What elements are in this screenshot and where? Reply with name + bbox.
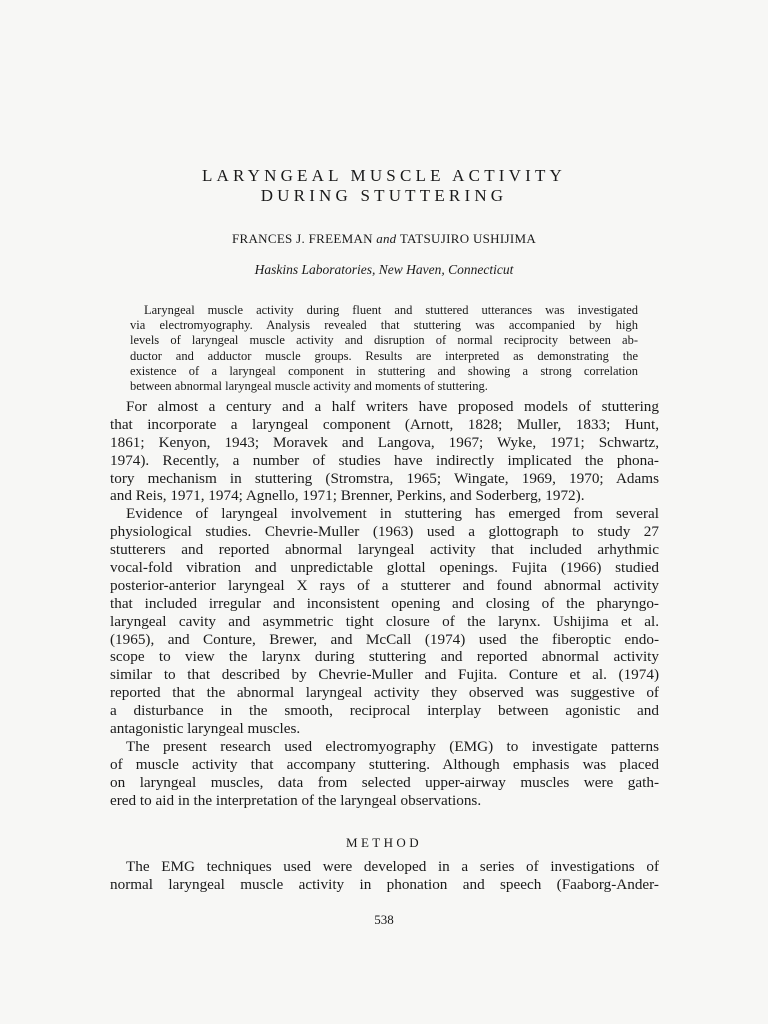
- body-line: laryngeal cavity and asymmetric tight closure of the larynx. Ushijima et al.: [110, 612, 659, 630]
- body-line: 1861; Kenyon, 1943; Moravek and Langova, 1967; Wyke, 1971; Schwartz,: [110, 433, 659, 451]
- affiliation: Haskins Laboratories, New Haven, Connecticut: [254, 262, 514, 277]
- abstract: [130, 303, 638, 394]
- body-line: tory mechanism in stuttering (Stromstra, 1965; Wingate, 1969, 1970; Adams: [110, 469, 659, 487]
- abstract-line: ductor and adductor muscle groups. Results are interpreted as demonstrating the: [130, 348, 638, 363]
- author-1: FRANCES J. FREEMAN: [231, 231, 373, 246]
- abstract-line: levels of laryngeal muscle activity and disruption of normal reciprocity between ab-: [130, 333, 638, 348]
- body-line: The EMG techniques used were developed in a series of investigations of: [126, 858, 659, 875]
- body-line: that included irregular and inconsistent opening and closing of the pharyngo-: [110, 594, 659, 612]
- article-title-line-2: DURING STUTTERING: [260, 186, 508, 205]
- body-line: of muscle activity that accompany stuttering. Although emphasis was placed: [110, 755, 659, 773]
- page-number: 538: [374, 912, 394, 927]
- method-text: [110, 858, 659, 894]
- body-line: For almost a century and a half writers have proposed models of stuttering: [126, 398, 659, 415]
- body-line: reported that the abnormal laryngeal activity they observed was suggestive of: [110, 684, 659, 702]
- abstract-line: Laryngeal muscle activity during fluent and stuttered utterances was investigated: [144, 303, 638, 317]
- body-line: physiological studies. Chevrie-Muller (1963) used a glottograph to study 27: [110, 523, 659, 541]
- body-line: Evidence of laryngeal involvement in stuttering has emerged from several: [126, 505, 659, 523]
- body-line: (1965), and Conture, Brewer, and McCall (1974) used the fiberoptic endo-: [110, 630, 659, 648]
- section-heading: METHOD: [345, 835, 422, 850]
- body-line: that incorporate a laryngeal component (Arnott, 1828; Muller, 1833; Hunt,: [110, 415, 659, 433]
- body-line: ered to aid in the interpretation of the laryngeal observations.: [110, 791, 482, 809]
- abstract-line: existence of a laryngeal component in stuttering and showing a strong correlation: [130, 363, 638, 378]
- author-conjunction: and: [376, 231, 397, 246]
- body-line: antagonistic laryngeal muscles.: [110, 720, 301, 738]
- body-text: [110, 398, 659, 809]
- author-line: [0, 231, 768, 247]
- body-line: stutterers and reported abnormal laryngeal activity that included arhythmic: [110, 541, 659, 559]
- article-title-line-1: LARYNGEAL MUSCLE ACTIVITY: [201, 166, 567, 185]
- body-line: posterior-anterior laryngeal X rays of a stutterer and found abnormal activity: [110, 576, 659, 594]
- body-line: scope to view the larynx during stuttering and reported abnormal activity: [110, 648, 659, 666]
- body-line: normal laryngeal muscle activity in phonation and speech (Faaborg-Ander-: [110, 876, 659, 893]
- author-2: TATSUJIRO USHIJIMA: [399, 231, 537, 246]
- body-line: The present research used electromyography (EMG) to investigate patterns: [126, 737, 659, 755]
- abstract-line: between abnormal laryngeal muscle activity and moments of stuttering.: [130, 378, 488, 393]
- body-line: 1974). Recently, a number of studies have indirectly implicated the phona-: [110, 451, 659, 469]
- body-line: vocal-fold vibration and unpredictable glottal openings. Fujita (1966) studied: [110, 559, 659, 577]
- body-line: a disturbance in the smooth, reciprocal interplay between agonistic and: [110, 702, 659, 720]
- abstract-line: via electromyography. Analysis revealed that stuttering was accompanied by high: [130, 318, 638, 333]
- body-line: on laryngeal muscles, data from selected upper-airway muscles were gath-: [110, 773, 659, 791]
- body-line: and Reis, 1971, 1974; Agnello, 1971; Brenner, Perkins, and Soderberg, 1972).: [110, 487, 585, 505]
- body-line: similar to that described by Chevrie-Muller and Fujita. Conture et al. (1974): [110, 666, 659, 684]
